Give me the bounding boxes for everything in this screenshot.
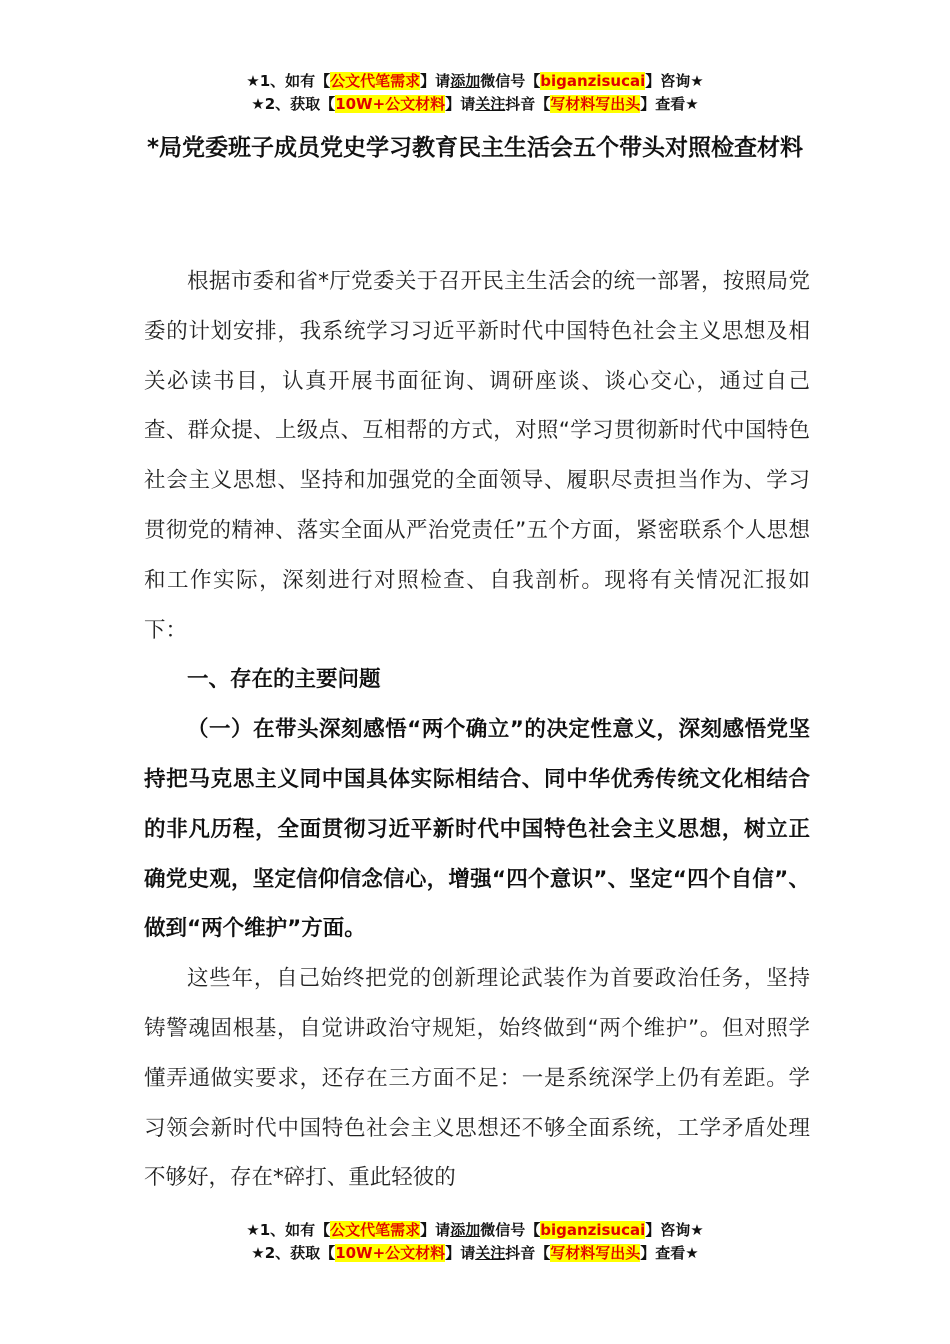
document-title: *局党委班子成员党史学习教育民主生活会五个带头对照检查材料 [146, 135, 804, 161]
banner-underline-text: 关注 [475, 95, 506, 113]
bottom-banner [0, 1219, 950, 1265]
banner-text: 抖音【 [505, 1244, 551, 1262]
banner-text: 】咨询★ [645, 72, 704, 90]
banner-text: 】请 [420, 72, 451, 90]
banner-text: ★2、获取【 [251, 1244, 336, 1262]
section-heading: 一、存在的主要问题 [187, 667, 381, 693]
banner-text: 抖音【 [505, 95, 551, 113]
highlight-douyin-id: 写材料写出头 [550, 95, 641, 113]
banner-underline-text: 添加 [450, 1221, 481, 1239]
subsection-heading: （一）在带头深刻感悟“两个确立”的决定性意义，深刻感悟党坚持把马克思主义同中国具体实际相结合、同中华优秀传统文化相结合的非凡历程，全面贯彻习近平新时代中国特色社会主义思想，树立正确党史观，坚定信仰信念信心，增强“四个意识”、坚定“四个自信”、做到“两个维护”方面。 [144, 717, 810, 942]
highlight-materials: 10W+公文材料 [335, 95, 446, 113]
banner-text: 】请 [445, 1244, 476, 1262]
banner-text: 】请 [445, 95, 476, 113]
banner-text: 微信号【 [480, 72, 541, 90]
banner-text: ★2、获取【 [251, 95, 336, 113]
banner-text: 微信号【 [480, 1221, 541, 1239]
top-banner [0, 70, 950, 116]
banner-text: 】查看★ [640, 1244, 699, 1262]
highlight-materials: 10W+公文材料 [335, 1244, 446, 1262]
highlight-service: 公文代笔需求 [330, 72, 421, 90]
banner-text: ★1、如有【 [246, 1221, 331, 1239]
document-body [144, 257, 810, 1203]
highlight-wechat-id: biganzisucai [540, 72, 646, 90]
banner-line-1 [0, 70, 950, 93]
banner-text: 】查看★ [640, 95, 699, 113]
banner-underline-text: 关注 [475, 1244, 506, 1262]
banner-text: ★1、如有【 [246, 72, 331, 90]
banner-underline-text: 添加 [450, 72, 481, 90]
body-paragraph: 这些年，自己始终把党的创新理论武装作为首要政治任务，坚持铸警魂固根基，自觉讲政治守规矩，始终做到“两个维护”。但对照学懂弄通做实要求，还存在三方面不足：一是系统深学上仍有差距。学习领会新时代中国特色社会主义思想还不够全面系统，工学矛盾处理不够好，存在*碎打、重此轻彼的 [144, 966, 810, 1191]
highlight-service: 公文代笔需求 [330, 1221, 421, 1239]
banner-line-2 [0, 93, 950, 116]
intro-paragraph: 根据市委和省*厅党委关于召开民主生活会的统一部署，按照局党委的计划安排，我系统学习习近平新时代中国特色社会主义思想及相关必读书目，认真开展书面征询、调研座谈、谈心交心，通过自己查、群众提、上级点、互相帮的方式，对照“学习贯彻新时代中国特色社会主义思想、坚持和加强党的全面领导、履职尽责担当作为、学习贯彻党的精神、落实全面从严治党责任”五个方面，紧密联系个人思想和工作实际，深刻进行对照检查、自我剖析。现将有关情况汇报如下： [144, 269, 810, 643]
banner-line-1 [0, 1219, 950, 1242]
banner-text: 】请 [420, 1221, 451, 1239]
banner-text: 】咨询★ [645, 1221, 704, 1239]
highlight-douyin-id: 写材料写出头 [550, 1244, 641, 1262]
banner-line-2 [0, 1242, 950, 1265]
highlight-wechat-id: biganzisucai [540, 1221, 646, 1239]
